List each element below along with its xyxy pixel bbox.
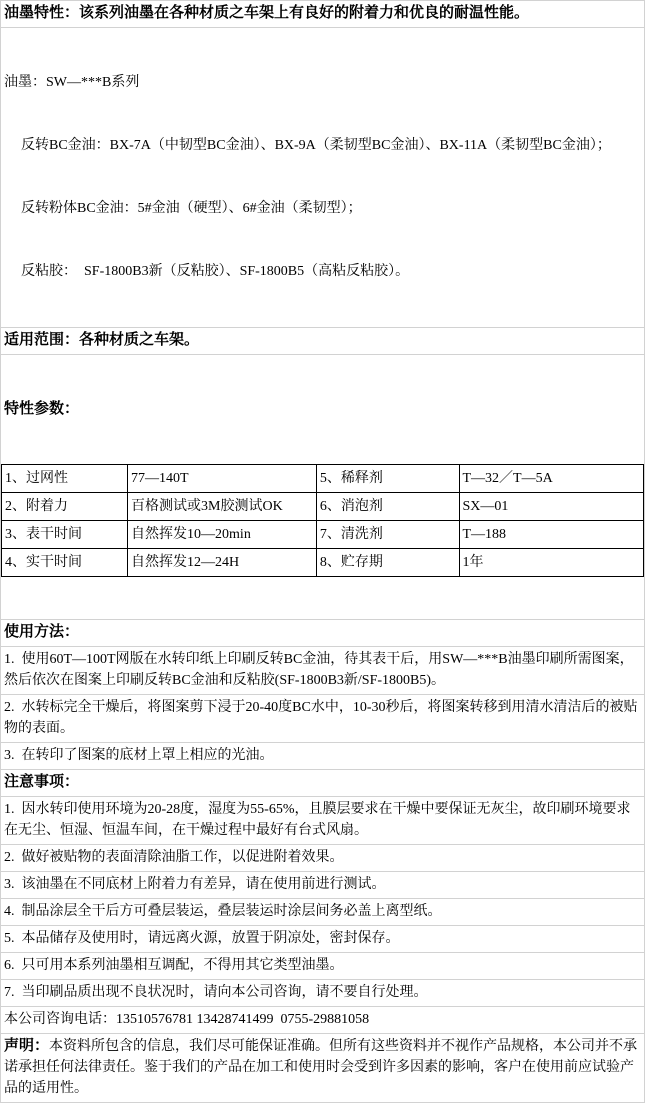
params-table bbox=[1, 464, 644, 577]
ink-characteristics-row: 油墨特性：该系列油墨在各种材质之车架上有良好的附着力和优良的耐温性能。 bbox=[1, 1, 644, 28]
precaution-item-row: 1. 因水转印使用环境为20-28度，湿度为55-65%，且膜层要求在干燥中要保证无灰尘，故印刷环境要求在无尘、恒湿、恒温车间，在干燥过程中最好有台式风扇。 bbox=[1, 797, 644, 845]
reverse-powder-bc-oil-line: 反转粉体BC金油：5#金油（硬型）、6#金油（柔韧型）； bbox=[21, 201, 362, 216]
param-label-cell: 2、附着力 bbox=[2, 493, 128, 521]
param-label-cell: 1、过网性 bbox=[2, 465, 128, 493]
param-label-cell: 8、贮存期 bbox=[316, 549, 459, 577]
reverse-bc-oil-line: 反转BC金油：BX-7A（中韧型BC金油）、BX-9A（柔韧型BC金油）、BX-11A（柔韧型BC金油）； bbox=[21, 138, 611, 153]
ink-series-row bbox=[1, 28, 644, 328]
usage-item-row: 1. 使用60T—100T网版在水转印纸上印刷反转BC金油，待其表干后，用SW—***B油墨印刷所需图案，然后依次在图案上印刷反转BC金油和反粘胶(SF-1800B3新/SF-1800B5)。 bbox=[1, 647, 644, 695]
usage-item-row: 3. 在转印了图案的底材上罩上相应的光油。 bbox=[1, 743, 644, 770]
precaution-item-row: 3. 该油墨在不同底材上附着力有差异，请在使用前进行测试。 bbox=[1, 872, 644, 899]
ink-series-line: 油墨：SW—***B系列 bbox=[4, 75, 140, 90]
precaution-item-row: 2. 做好被贴物的表面清除油脂工作，以促进附着效果。 bbox=[1, 845, 644, 872]
disclaimer-text: 本资料所包含的信息，我们尽可能保证准确。但所有这些资料并不视作产品规格，本公司并不承诺承担任何法律责任。鉴于我们的产品在加工和使用时会受到许多因素的影响，客户在使用前应试验产品的适用性。 bbox=[4, 1039, 638, 1096]
param-label-cell: 4、实干时间 bbox=[2, 549, 128, 577]
precaution-item-row: 7. 当印刷品质出现不良状况时，请向本公司咨询，请不要自行处理。 bbox=[1, 980, 644, 1007]
table-row bbox=[2, 465, 644, 493]
table-row bbox=[2, 493, 644, 521]
param-label-cell: 5、稀释剂 bbox=[316, 465, 459, 493]
precaution-item-row: 5. 本品储存及使用时，请远离火源，放置于阴凉处，密封保存。 bbox=[1, 926, 644, 953]
table-row bbox=[2, 549, 644, 577]
precaution-item-row: 6. 只可用本系列油墨相互调配，不得用其它类型油墨。 bbox=[1, 953, 644, 980]
param-value-cell: 自然挥发12—24H bbox=[128, 549, 317, 577]
param-value-cell: T—32／T—5A bbox=[459, 465, 644, 493]
param-label-cell: 3、表干时间 bbox=[2, 521, 128, 549]
param-value-cell: 百格测试或3M胶测试OK bbox=[128, 493, 317, 521]
precautions-heading-row: 注意事项： bbox=[1, 770, 644, 797]
param-value-cell: T—188 bbox=[459, 521, 644, 549]
application-scope-row: 适用范围：各种材质之车架。 bbox=[1, 328, 644, 355]
param-value-cell: SX—01 bbox=[459, 493, 644, 521]
usage-method-heading-row: 使用方法： bbox=[1, 620, 644, 647]
param-value-cell: 1年 bbox=[459, 549, 644, 577]
characteristic-params-row bbox=[1, 355, 644, 620]
anti-adhesive-line: 反粘胶： SF-1800B3新（反粘胶）、SF-1800B5（高粘反粘胶）。 bbox=[21, 264, 410, 279]
contact-phone-row: 本公司咨询电话：13510576781 13428741499 0755-29881058 bbox=[1, 1007, 644, 1034]
param-value-cell: 自然挥发10—20min bbox=[128, 521, 317, 549]
params-heading: 特性参数： bbox=[4, 401, 80, 417]
param-label-cell: 7、清洗剂 bbox=[316, 521, 459, 549]
disclaimer-label: 声明： bbox=[4, 1038, 50, 1054]
usage-item-row: 2. 水转标完全干燥后，将图案剪下浸于20-40度BC水中，10-30秒后，将图案转移到用清水清洁后的被贴物的表面。 bbox=[1, 695, 644, 743]
table-row bbox=[2, 521, 644, 549]
param-value-cell: 77—140T bbox=[128, 465, 317, 493]
precaution-item-row: 4. 制品涂层全干后方可叠层装运，叠层装运时涂层间务必盖上离型纸。 bbox=[1, 899, 644, 926]
disclaimer-row bbox=[1, 1034, 644, 1102]
param-label-cell: 6、消泡剂 bbox=[316, 493, 459, 521]
